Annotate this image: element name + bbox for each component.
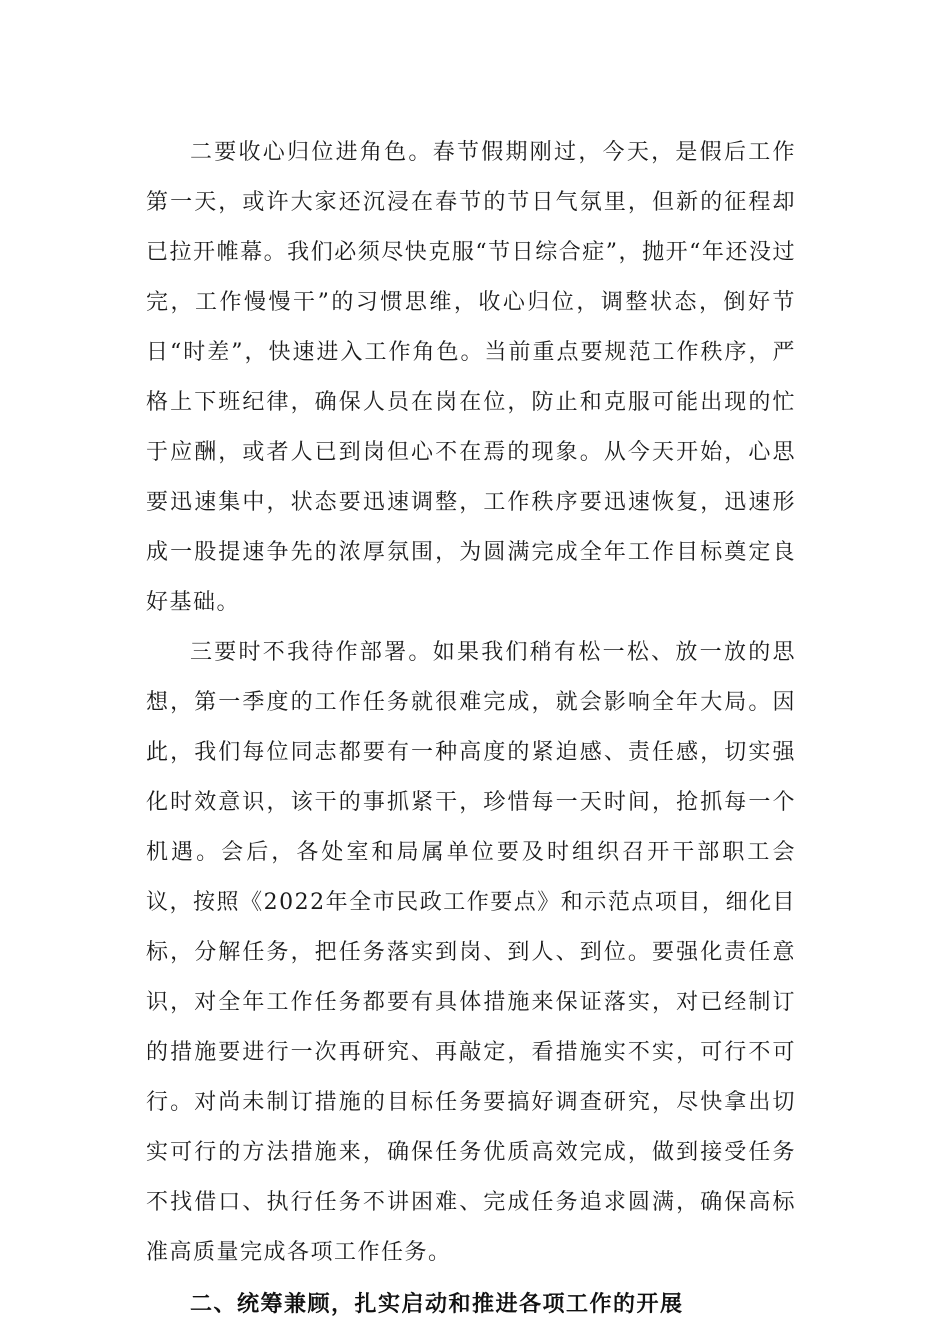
section-heading: 二、统筹兼顾，扎实启动和推进各项工作的开展 — [190, 1292, 684, 1317]
paragraph-settle-into-role: 二要收心归位进角色。春节假期刚过，今天，是假后工作第一天，或许大家还沉浸在春节的节日气氛里，但新的征程却已拉开帷幕。我们必须尽快克服“节日综合症”，抛开“年还没过完，工作慢慢干”的习惯思维，收心归位，调整状态，倒好节日“时差”，快速进入工作角色。当前重点要规范工作秩序，严格上下班纪律，确保人员在岗在位，防止和克服可能出现的忙于应酬，或者人已到岗但心不在焉的现象。从今天开始，心思要迅速集中，状态要迅速调整，工作秩序要迅速恢复，迅速形成一股提速争先的浓厚氛围，为圆满完成全年工作目标奠定良好基础。 — [146, 140, 796, 615]
document-body — [146, 128, 796, 1330]
paragraph-work-deployment: 三要时不我待作部署。如果我们稍有松一松、放一放的思想，第一季度的工作任务就很难完成，就会影响全年大局。因此，我们每位同志都要有一种高度的紧迫感、责任感，切实强化时效意识，该干的事抓紧干，珍惜每一天时间，抢抓每一个机遇。会后，各处室和局属单位要及时组织召开干部职工会议，按照《2022年全市民政工作要点》和示范点项目，细化目标，分解任务，把任务落实到岗、到人、到位。要强化责任意识，对全年工作任务都要有具体措施来保证落实，对已经制订的措施要进行一次再研究、再敲定，看措施实不实，可行不可行。对尚未制订措施的目标任务要搞好调查研究，尽快拿出切实可行的方法措施来，确保任务优质高效完成，做到接受任务不找借口、执行任务不讲困难、完成任务追求圆满，确保高标准高质量完成各项工作任务。 — [146, 640, 796, 1265]
